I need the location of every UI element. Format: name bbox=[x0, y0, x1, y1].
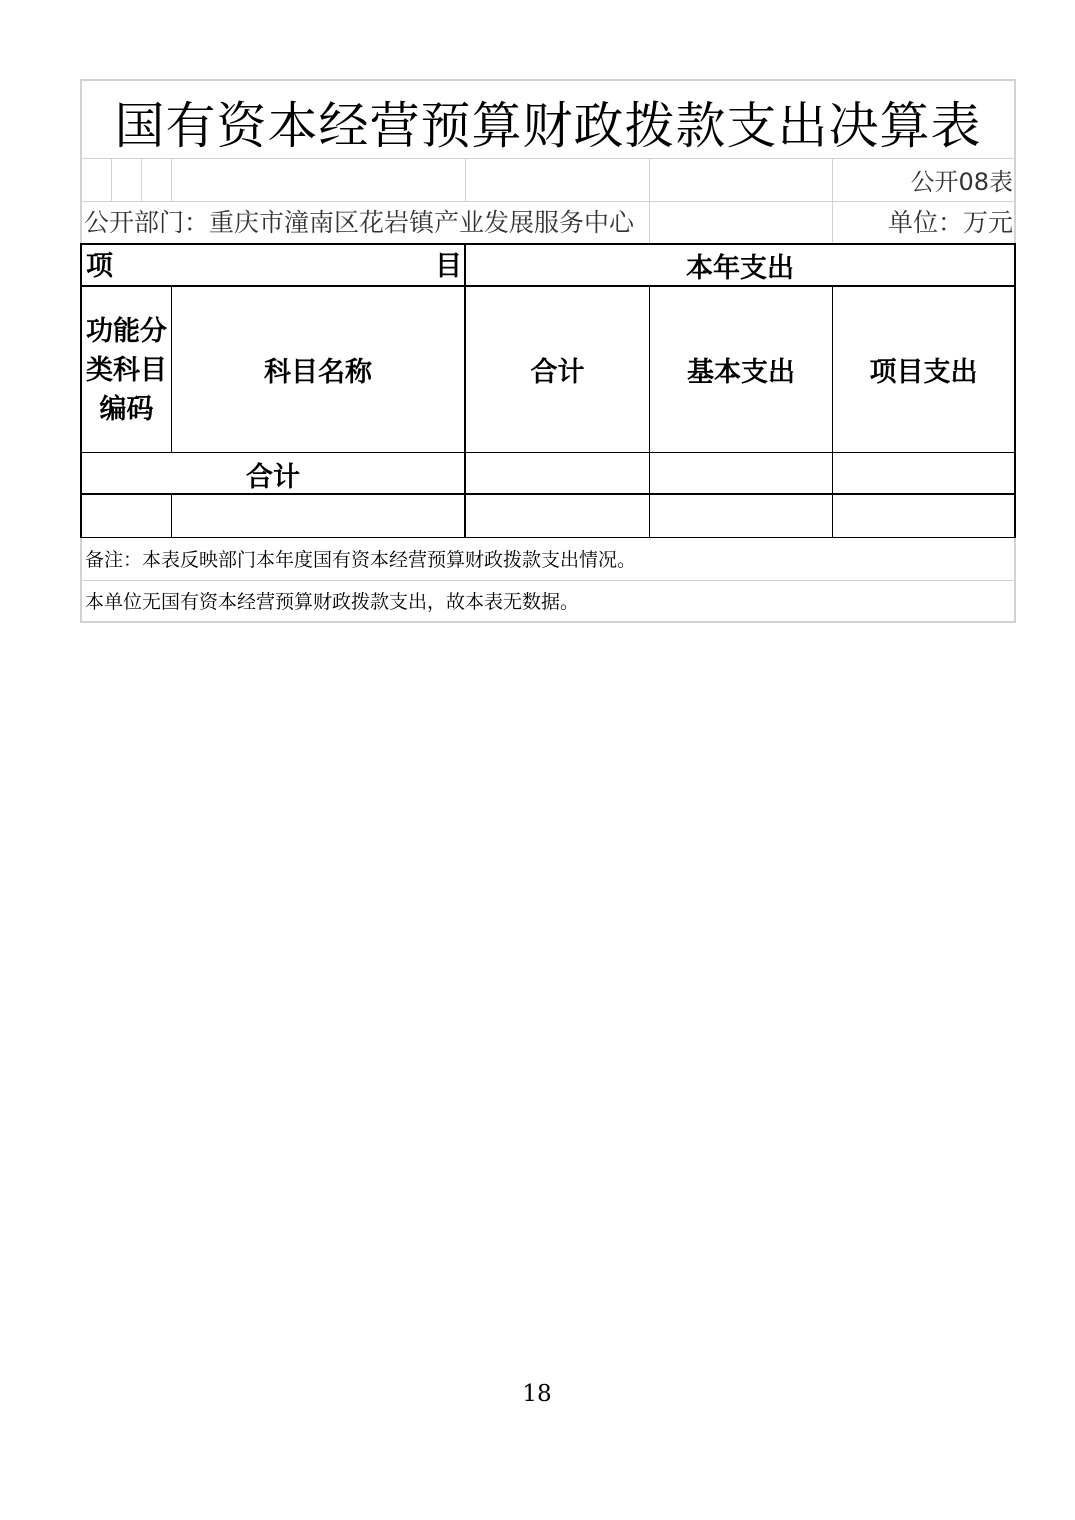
header-item-right: 目 bbox=[435, 251, 462, 282]
unit-label: 单位：万元 bbox=[887, 208, 1013, 237]
grid-line bbox=[80, 621, 1016, 623]
header-current-year: 本年支出 bbox=[686, 252, 794, 284]
header-project-expenditure: 项目支出 bbox=[869, 357, 978, 388]
table-border bbox=[80, 452, 1016, 453]
header-subject-name: 科目名称 bbox=[264, 357, 372, 388]
page-number: 18 bbox=[522, 1381, 552, 1407]
table-number: 公开08表 bbox=[910, 168, 1013, 196]
table-border bbox=[80, 537, 1016, 538]
grid-line bbox=[80, 580, 1016, 581]
grid-line bbox=[171, 159, 172, 201]
grid-line bbox=[141, 159, 142, 201]
grid-line bbox=[465, 159, 466, 201]
note-line-2: 本单位无国有资本经营预算财政拨款支出，故本表无数据。 bbox=[85, 591, 580, 613]
grid-line bbox=[80, 79, 1016, 81]
table-border bbox=[171, 494, 172, 538]
total-row-label: 合计 bbox=[246, 461, 300, 493]
department-label: 公开部门：重庆市潼南区花岩镇产业发展服务中心 bbox=[84, 208, 635, 237]
header-basic-expenditure: 基本支出 bbox=[687, 357, 795, 388]
header-total: 合计 bbox=[530, 357, 585, 388]
grid-line bbox=[111, 159, 112, 201]
header-function-code bbox=[82, 312, 171, 432]
header-item-left: 项 bbox=[86, 251, 113, 282]
grid-line bbox=[80, 201, 1016, 202]
page-title: 国有资本经营预算财政拨款支出决算表 bbox=[114, 97, 982, 155]
table-border bbox=[1014, 243, 1016, 538]
header-code-line-1: 功能分 bbox=[86, 316, 167, 347]
header-code-line-3: 编码 bbox=[99, 394, 154, 425]
grid-line bbox=[80, 158, 1016, 159]
note-line-1: 备注：本表反映部门本年度国有资本经营预算财政拨款支出情况。 bbox=[85, 549, 637, 571]
grid-line bbox=[649, 159, 650, 243]
header-code-line-2: 类科目 bbox=[86, 355, 167, 386]
